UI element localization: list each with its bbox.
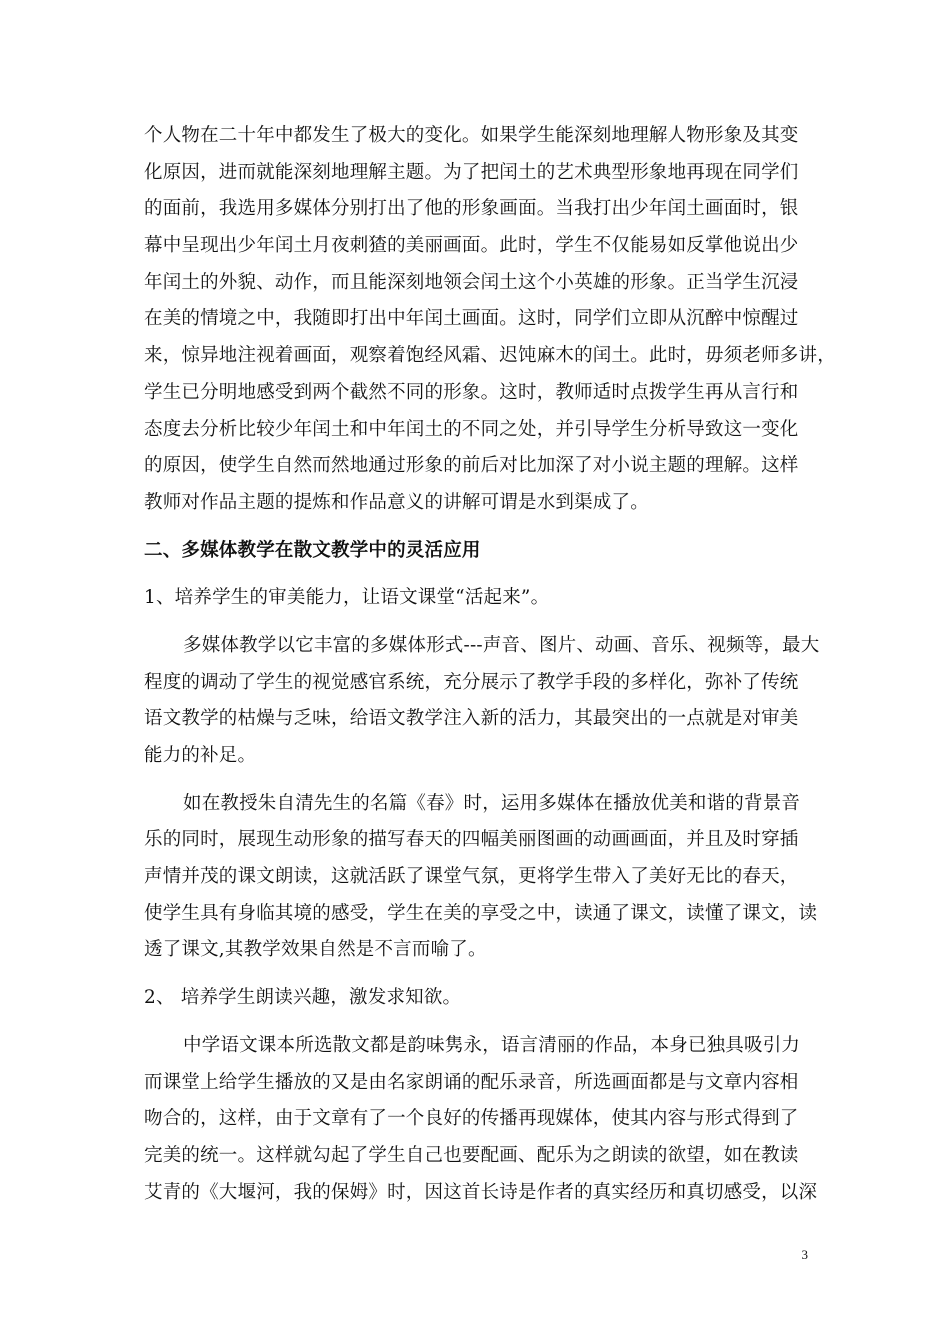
text-line: 学生已分明地感受到两个截然不同的形象。这时，教师适时点拨学生再从言行和 <box>144 381 799 403</box>
document-page <box>144 118 836 1211</box>
text-line: 如在教授朱自清先生的名篇《春》时，运用多媒体在播放优美和谐的背景音 <box>183 792 801 814</box>
text-line: 使学生具有身临其境的感受，学生在美的享受之中，读通了课文，读懂了课文，读 <box>144 902 818 924</box>
text-line: 而课堂上给学生播放的又是由名家朗诵的配乐录音，所选画面都是与文章内容相 <box>144 1071 799 1093</box>
text-line: 在美的情境之中，我随即打出中年闰土画面。这时，同学们立即从沉醉中惊醒过 <box>144 308 799 330</box>
text-line: 的原因，使学生自然而然地通过形象的前后对比加深了对小说主题的理解。这样 <box>144 455 799 477</box>
text-line: 中学语文课本所选散文都是韵味隽永，语言清丽的作品，本身已独具吸引力 <box>183 1034 801 1056</box>
text-line: 程度的调动了学生的视觉感官系统，充分展示了教学手段的多样化，弥补了传统 <box>144 671 799 693</box>
text-line: 来，惊异地注视着画面，观察着饱经风霜、迟饨麻木的闰土。此时，毋须老师多讲， <box>144 345 836 367</box>
text-line: 教师对作品主题的提炼和作品意义的讲解可谓是水到渠成了。 <box>144 491 649 513</box>
text-line: 声情并茂的课文朗读，这就活跃了课堂气氛，更将学生带入了美好无比的春天， <box>144 866 799 888</box>
subheading-1: 1、培养学生的审美能力，让语文课堂“活起来”。 <box>144 587 550 609</box>
text-line: 透了课文,其教学效果自然是不言而喻了。 <box>144 939 487 961</box>
paragraph-2 <box>144 628 820 775</box>
text-line: 乐的同时，展现生动形象的描写春天的四幅美丽图画的动画画面，并且及时穿插 <box>144 829 799 851</box>
paragraph-4 <box>144 1028 818 1211</box>
paragraph-1 <box>144 118 836 522</box>
text-line: 个人物在二十年中都发生了极大的变化。如果学生能深刻地理解人物形象及其变 <box>144 125 799 146</box>
text-line: 艾青的《大堰河，我的保姆》时，因这首长诗是作者的真实经历和真切感受，以深 <box>144 1181 818 1203</box>
text-line: 幕中呈现出少年闰土月夜刺猹的美丽画面。此时，学生不仅能易如反掌他说出少 <box>144 235 799 257</box>
text-line: 能力的补足。 <box>144 745 257 766</box>
text-line: 年闰土的外貌、动作，而且能深刻地领会闰土这个小英雄的形象。正当学生沉浸 <box>144 271 799 293</box>
text-line: 多媒体教学以它丰富的多媒体形式---声音、图片、动画、音乐、视频等，最大 <box>183 634 820 656</box>
text-line: 完美的统一。这样就勾起了学生自己也要配画、配乐为之朗读的欲望，如在教读 <box>144 1144 799 1166</box>
subheading-2: 2、 培养学生朗读兴趣，激发求知欲。 <box>144 987 462 1009</box>
text-line: 态度去分析比较少年闰土和中年闰土的不同之处，并引导学生分析导致这一变化 <box>144 418 799 440</box>
text-line: 语文教学的枯燥与乏味，给语文教学注入新的活力，其最突出的一点就是对审美 <box>144 708 799 730</box>
text-line: 吻合的，这样，由于文章有了一个良好的传播再现媒体，使其内容与形式得到了 <box>144 1108 799 1130</box>
text-line: 化原因，进而就能深刻地理解主题。为了把闰土的艺术典型形象地再现在同学们 <box>144 161 799 183</box>
text-line: 的面前，我选用多媒体分别打出了他的形象画面。当我打出少年闰土画面时，银 <box>144 198 799 220</box>
page-number: 3 <box>801 1247 808 1262</box>
paragraph-3 <box>144 786 818 969</box>
section-heading: 二、多媒体教学在散文教学中的灵活应用 <box>144 539 481 561</box>
